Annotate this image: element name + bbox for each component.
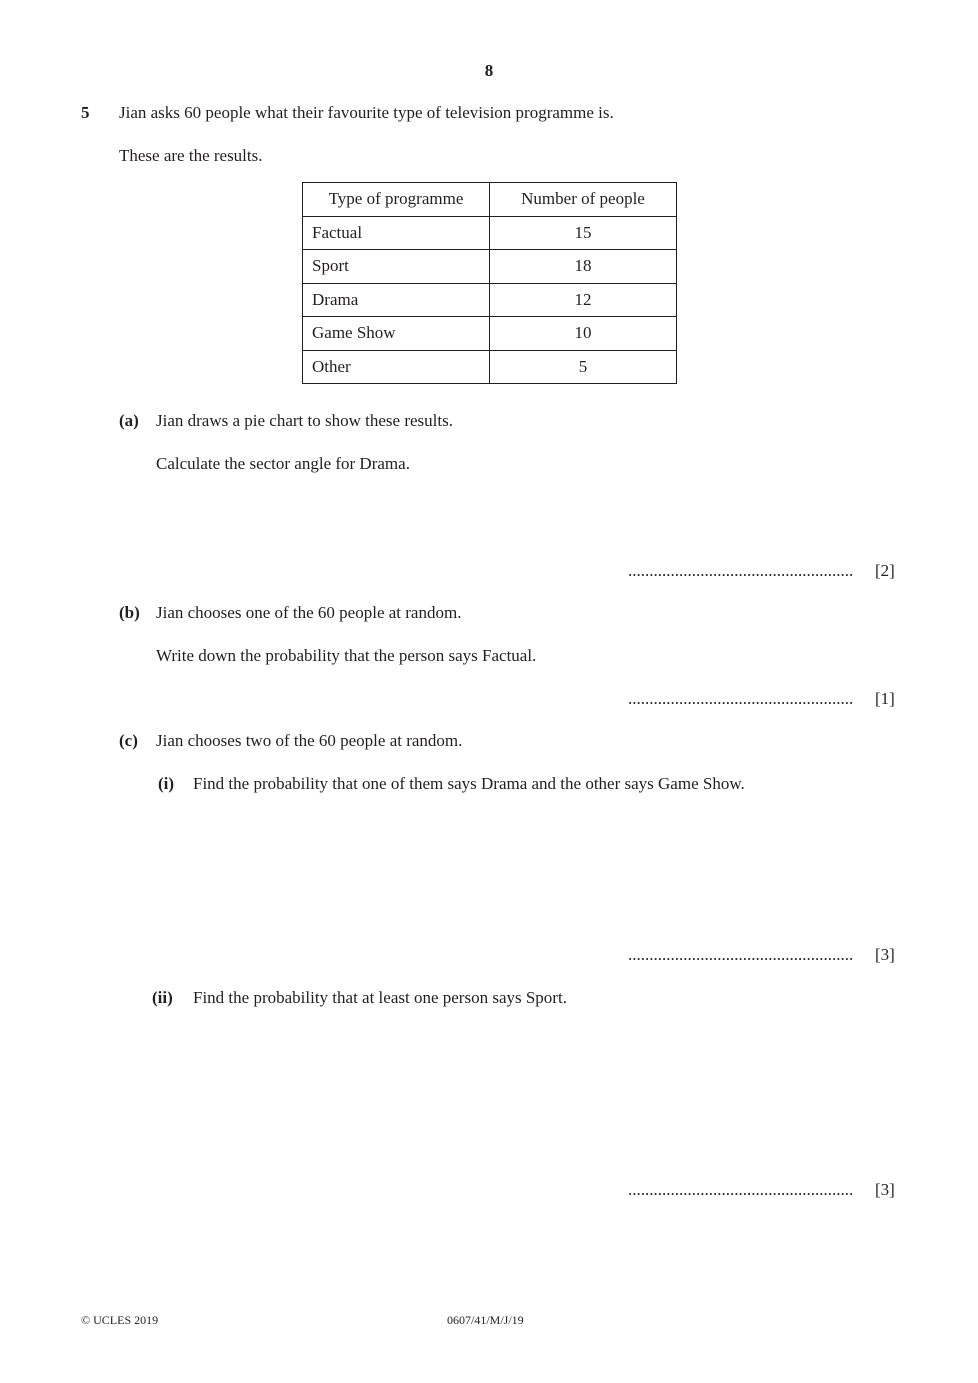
answer-line-c-i[interactable] (628, 945, 898, 965)
marks-c-ii: [3] (875, 1180, 895, 1199)
answer-line-c-ii[interactable] (628, 1180, 898, 1200)
answer-line-b[interactable] (628, 689, 898, 709)
part-c-text: Jian chooses two of the 60 people at random. (156, 731, 463, 750)
row-count: 18 (490, 250, 677, 284)
marks-b: [1] (875, 689, 895, 708)
column-header-type: Type of programme (303, 183, 490, 217)
results-table (302, 182, 677, 384)
answer-dots: ..................................................... (628, 945, 854, 964)
part-b-text: Jian chooses one of the 60 people at random. (156, 603, 462, 622)
table-header-row (303, 183, 677, 217)
part-c-ii-text: Find the probability that at least one person says Sport. (193, 988, 567, 1007)
row-type: Drama (303, 283, 490, 317)
part-c-ii-label: (ii) (152, 988, 173, 1007)
answer-dots: ..................................................... (628, 561, 854, 580)
question-number: 5 (81, 103, 90, 122)
marks-a: [2] (875, 561, 895, 580)
part-b-label: (b) (119, 603, 140, 622)
row-count: 15 (490, 216, 677, 250)
row-type: Sport (303, 250, 490, 284)
part-a-text: Jian draws a pie chart to show these results. (156, 411, 453, 430)
answer-dots: ..................................................... (628, 689, 854, 708)
part-a-label: (a) (119, 411, 139, 430)
table-row (303, 283, 677, 317)
footer-paper-code: 0607/41/M/J/19 (447, 1313, 524, 1327)
row-count: 12 (490, 283, 677, 317)
table-row (303, 317, 677, 351)
table-row (303, 350, 677, 384)
column-header-count: Number of people (490, 183, 677, 217)
row-count: 10 (490, 317, 677, 351)
part-c-i-text: Find the probability that one of them says Drama and the other says Game Show. (193, 774, 745, 793)
part-b-instruction: Write down the probability that the person says Factual. (156, 646, 537, 665)
marks-c-i: [3] (875, 945, 895, 964)
row-count: 5 (490, 350, 677, 384)
question-intro: Jian asks 60 people what their favourite type of television programme is. (119, 103, 614, 122)
question-lead: These are the results. (119, 146, 263, 165)
row-type: Other (303, 350, 490, 384)
answer-line-a[interactable] (628, 561, 898, 581)
table-row (303, 216, 677, 250)
row-type: Game Show (303, 317, 490, 351)
part-c-i-label: (i) (158, 774, 175, 793)
part-a-instruction: Calculate the sector angle for Drama. (156, 454, 410, 473)
answer-dots: ..................................................... (628, 1180, 854, 1199)
page-number: 8 (484, 61, 494, 80)
row-type: Factual (303, 216, 490, 250)
footer-copyright: © UCLES 2019 (81, 1313, 159, 1327)
part-c-label: (c) (119, 731, 138, 750)
table-row (303, 250, 677, 284)
